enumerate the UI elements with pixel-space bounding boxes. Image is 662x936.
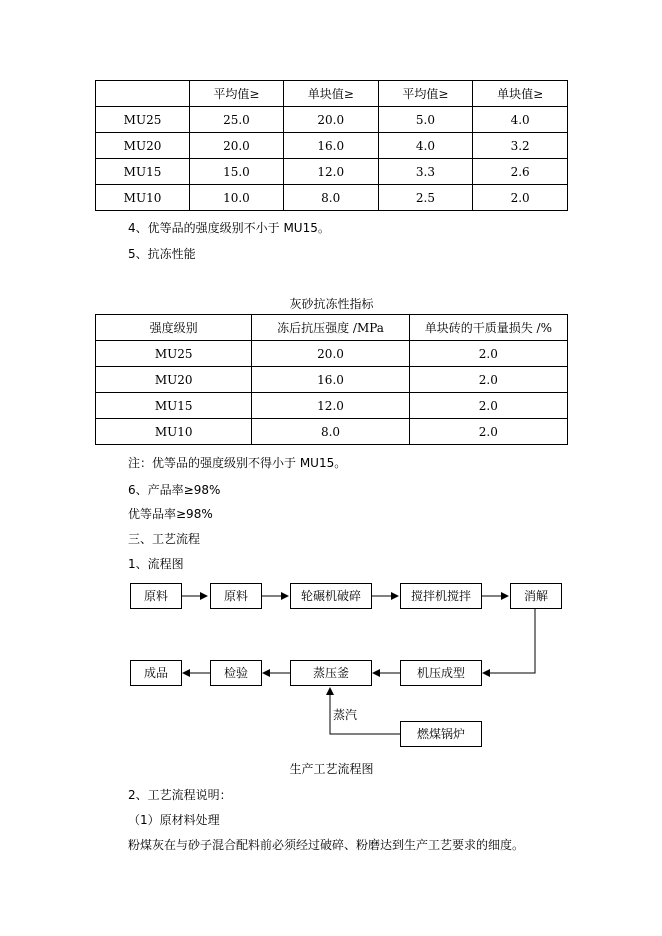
table-header-row (96, 315, 568, 341)
table-row (96, 419, 568, 445)
table-cell: 20.0 (283, 107, 378, 133)
table-cell: 20.0 (252, 341, 409, 367)
flow-node-inspection: 检验 (210, 660, 262, 686)
table-header-cell: 单块砖的干质量损失 /% (409, 315, 567, 341)
table-cell: MU20 (96, 367, 252, 393)
table-cell: 15.0 (190, 159, 284, 185)
table-cell: 2.0 (409, 393, 567, 419)
flow-node-autoclave: 蒸压釜 (290, 660, 372, 686)
table-cell: MU25 (96, 341, 252, 367)
subheading-flowchart: 1、流程图 (128, 557, 184, 571)
table-cell: 3.2 (473, 133, 568, 159)
table-cell: 4.0 (378, 133, 473, 159)
table-header-cell: 冻后抗压强度 /MPa (252, 315, 409, 341)
table-cell: 2.0 (409, 367, 567, 393)
table-cell: 2.0 (473, 185, 568, 211)
table-cell: 2.5 (378, 185, 473, 211)
table-row (96, 393, 568, 419)
table-cell: 25.0 (190, 107, 284, 133)
flow-node-raw-material-2: 原料 (210, 583, 262, 609)
flow-node-product: 成品 (130, 660, 182, 686)
table-header-cell (96, 81, 190, 107)
table-cell: 16.0 (283, 133, 378, 159)
table-cell: 5.0 (378, 107, 473, 133)
table-cell: 8.0 (252, 419, 409, 445)
strength-table (95, 80, 568, 211)
table-cell: MU25 (96, 107, 190, 133)
note-grade-excellent: 注：优等品的强度级别不得小于 MU15。 (128, 456, 347, 470)
table-row (96, 367, 568, 393)
table-cell: MU10 (96, 419, 252, 445)
table-cell: 2.0 (409, 341, 567, 367)
table-cell: 12.0 (252, 393, 409, 419)
table-row (96, 341, 568, 367)
table-cell: 2.0 (409, 419, 567, 445)
table-row (96, 107, 568, 133)
table-cell: 4.0 (473, 107, 568, 133)
table-row (96, 185, 568, 211)
product-rate: 6、产品率≥98% (128, 483, 221, 497)
flow-node-mixing: 搅拌机搅拌 (400, 583, 482, 609)
table-header-cell: 平均值≥ (378, 81, 473, 107)
table-cell: MU15 (96, 159, 190, 185)
section-heading-process: 三、工艺流程 (128, 532, 201, 546)
table-cell: 2.6 (473, 159, 568, 185)
excellent-rate: 优等品率≥98% (128, 507, 213, 521)
table-header-cell: 平均值≥ (190, 81, 284, 107)
paragraph-fly-ash: 粉煤灰在与砂子混合配料前必须经过破碎、粉磨达到生产工艺要求的细度。 (128, 838, 525, 852)
flow-node-digestion: 消解 (510, 583, 562, 609)
flow-node-boiler: 燃煤锅炉 (400, 721, 482, 747)
flow-node-raw-material-1: 原料 (130, 583, 182, 609)
table-header-cell: 强度级别 (96, 315, 252, 341)
note-grade: 4、优等品的强度级别不小于 MU15。 (128, 221, 330, 235)
flowchart-caption: 生产工艺流程图 (289, 762, 374, 776)
table-cell: MU15 (96, 393, 252, 419)
table-cell: 10.0 (190, 185, 284, 211)
table-caption: 灰砂抗冻性指标 (289, 297, 374, 311)
table-header-row (96, 81, 568, 107)
flow-node-press-forming: 机压成型 (400, 660, 482, 686)
table-cell: MU20 (96, 133, 190, 159)
table-cell: MU10 (96, 185, 190, 211)
table-cell: 20.0 (190, 133, 284, 159)
table-cell: 3.3 (378, 159, 473, 185)
section-heading-frost: 5、抗冻性能 (128, 247, 196, 261)
table-cell: 12.0 (283, 159, 378, 185)
flow-node-crushing: 轮碾机破碎 (290, 583, 372, 609)
subheading-process-description: 2、工艺流程说明： (128, 788, 232, 802)
steam-label: 蒸汽 (333, 708, 358, 722)
table-header-cell: 单块值≥ (473, 81, 568, 107)
table-cell: 16.0 (252, 367, 409, 393)
table-row (96, 159, 568, 185)
frost-resistance-table (95, 314, 568, 445)
subheading-raw-material: （1）原材料处理 (128, 813, 220, 827)
table-header-cell: 单块值≥ (283, 81, 378, 107)
table-cell: 8.0 (283, 185, 378, 211)
table-row (96, 133, 568, 159)
